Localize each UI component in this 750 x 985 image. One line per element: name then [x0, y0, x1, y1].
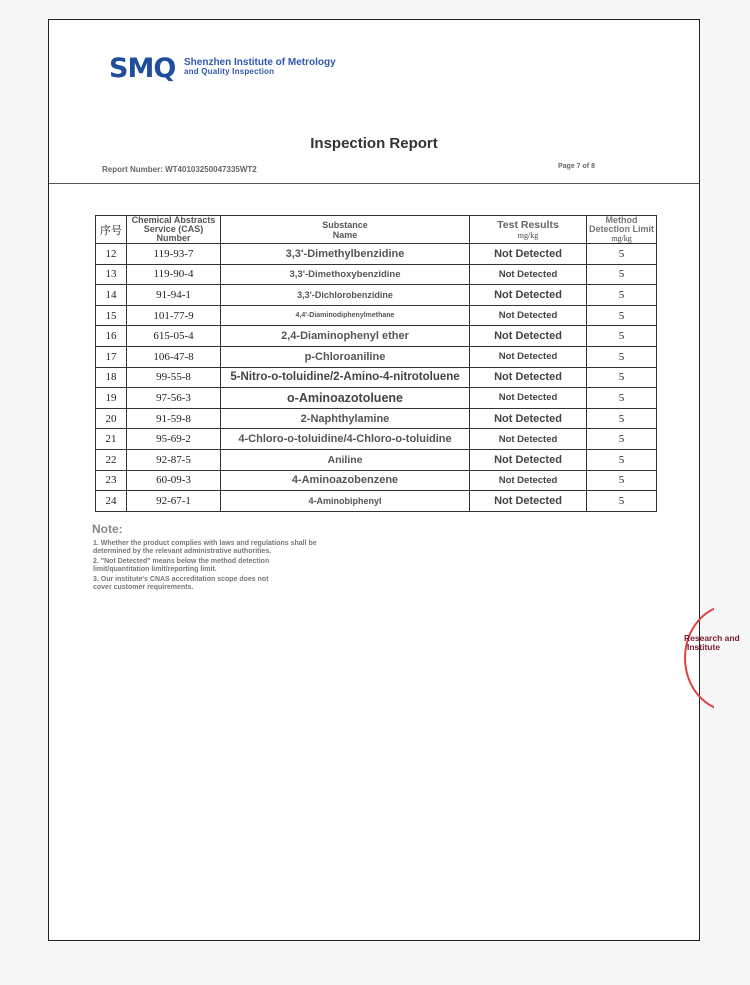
cell-result: Not Detected [470, 388, 587, 409]
cell-cas: 119-90-4 [127, 264, 221, 285]
cell-substance: o-Aminoazotoluene [221, 388, 470, 409]
table-row [96, 429, 657, 450]
table-row [96, 346, 657, 367]
cell-cas: 60-09-3 [127, 470, 221, 491]
cell-limit: 5 [587, 326, 657, 347]
cell-limit: 5 [587, 285, 657, 306]
cell-substance: 2,4-Diaminophenyl ether [221, 326, 470, 347]
stamp-ring [684, 604, 714, 712]
cell-cas: 95-69-2 [127, 429, 221, 450]
cell-substance: 3,3'-Dimethoxybenzidine [221, 264, 470, 285]
cell-result: Not Detected [470, 346, 587, 367]
cell-cas: 615-05-4 [127, 326, 221, 347]
result-unit: mg/kg [517, 231, 539, 240]
header-result: Test Results mg/kg [470, 216, 587, 244]
cell-seq: 13 [96, 264, 127, 285]
cell-result: Not Detected [470, 326, 587, 347]
note-item: 3. Our institute's CNAS accreditation scope does not cover customer requirements. [93, 576, 269, 591]
limit-unit: mg/kg [611, 234, 632, 243]
institute-name-line2: and Quality Inspection [184, 67, 275, 76]
cell-result: Not Detected [470, 244, 587, 265]
cell-seq: 15 [96, 305, 127, 326]
stamp-line: Research and [684, 633, 740, 643]
header-divider [49, 183, 699, 184]
cell-result: Not Detected [470, 449, 587, 470]
cell-seq: 23 [96, 470, 127, 491]
cell-result: Not Detected [470, 429, 587, 450]
cell-result: Not Detected [470, 305, 587, 326]
note-item: 1. Whether the product complies with laws and regulations shall be determined by the relevant administrative authorities. [93, 540, 317, 555]
cell-substance: 4-Chloro-o-toluidine/4-Chloro-o-toluidine [221, 429, 470, 450]
cell-cas: 92-67-1 [127, 491, 221, 512]
results-table [95, 215, 657, 512]
cell-cas: 101-77-9 [127, 305, 221, 326]
header-seq: 序号 [96, 216, 127, 244]
cell-seq: 19 [96, 388, 127, 409]
cell-substance: p-Chloroaniline [221, 346, 470, 367]
header-substance: Substance Name [221, 216, 470, 244]
cell-cas: 97-56-3 [127, 388, 221, 409]
table-row [96, 264, 657, 285]
cell-substance: 4-Aminoazobenzene [221, 470, 470, 491]
stamp-text [684, 634, 740, 652]
cell-seq: 16 [96, 326, 127, 347]
cell-cas: 92-87-5 [127, 449, 221, 470]
cell-seq: 17 [96, 346, 127, 367]
cell-limit: 5 [587, 346, 657, 367]
cell-substance: 4,4'-Diaminodiphenylmethane [221, 305, 470, 326]
cell-seq: 12 [96, 244, 127, 265]
cell-substance: 3,3'-Dimethylbenzidine [221, 244, 470, 265]
cell-limit: 5 [587, 244, 657, 265]
cell-result: Not Detected [470, 470, 587, 491]
cell-limit: 5 [587, 491, 657, 512]
note-item: 2. "Not Detected" means below the method detection limit/quantitation limit/reporting limit. [93, 558, 270, 573]
table-row [96, 388, 657, 409]
cell-result: Not Detected [470, 367, 587, 388]
cell-limit: 5 [587, 408, 657, 429]
table-row [96, 491, 657, 512]
institute-name: Shenzhen Institute of Metrology [184, 57, 336, 68]
cell-limit: 5 [587, 305, 657, 326]
cell-cas: 99-55-8 [127, 367, 221, 388]
logo-mark: SMQ [109, 53, 176, 84]
seal-stamp [684, 604, 714, 714]
cell-cas: 119-93-7 [127, 244, 221, 265]
table-row [96, 305, 657, 326]
cell-seq: 14 [96, 285, 127, 306]
table-row [96, 244, 657, 265]
note-heading: Note: [92, 522, 123, 536]
cell-result: Not Detected [470, 264, 587, 285]
stamp-line: Institute [687, 642, 721, 652]
table-row [96, 326, 657, 347]
page-number: Page 7 of 8 [558, 163, 595, 170]
cell-substance: 5-Nitro-o-toluidine/2-Amino-4-nitrotoluene [221, 367, 470, 388]
cell-seq: 20 [96, 408, 127, 429]
cell-cas: 91-94-1 [127, 285, 221, 306]
header-cas: Chemical Abstracts Service (CAS) Number [127, 216, 221, 244]
cell-result: Not Detected [470, 491, 587, 512]
report-title: Inspection Report [310, 135, 438, 152]
cell-substance: 2-Naphthylamine [221, 408, 470, 429]
cell-limit: 5 [587, 429, 657, 450]
cell-limit: 5 [587, 367, 657, 388]
report-number: Report Number: WT40103250047335WT2 [102, 165, 257, 174]
cell-substance: 4-Aminobiphenyl [221, 491, 470, 512]
cell-limit: 5 [587, 470, 657, 491]
table-row [96, 285, 657, 306]
cell-seq: 18 [96, 367, 127, 388]
cell-seq: 24 [96, 491, 127, 512]
table-row [96, 367, 657, 388]
cell-result: Not Detected [470, 408, 587, 429]
header-limit: Method Detection Limit mg/kg [587, 216, 657, 244]
cell-substance: Aniline [221, 449, 470, 470]
table-row [96, 408, 657, 429]
notes-list [93, 540, 348, 594]
cell-cas: 106-47-8 [127, 346, 221, 367]
cell-limit: 5 [587, 264, 657, 285]
report-page [48, 19, 700, 941]
cell-substance: 3,3'-Dichlorobenzidine [221, 285, 470, 306]
cell-result: Not Detected [470, 285, 587, 306]
table-row [96, 470, 657, 491]
cell-limit: 5 [587, 388, 657, 409]
cell-seq: 22 [96, 449, 127, 470]
cell-seq: 21 [96, 429, 127, 450]
table-header-row [96, 216, 657, 244]
cell-limit: 5 [587, 449, 657, 470]
table-row [96, 449, 657, 470]
cell-cas: 91-59-8 [127, 408, 221, 429]
